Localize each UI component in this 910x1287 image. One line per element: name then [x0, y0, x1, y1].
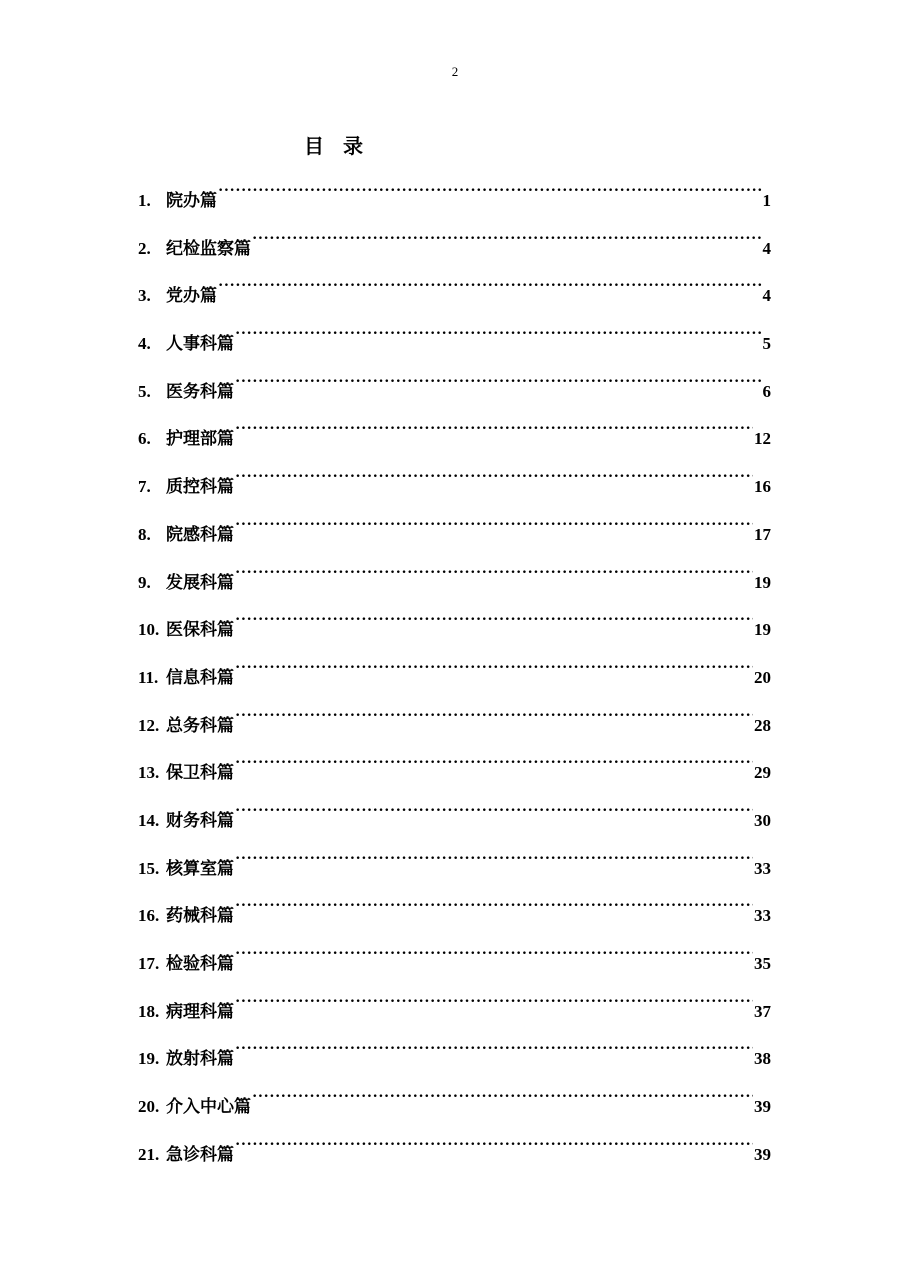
toc-entry[interactable]: [138, 1034, 771, 1082]
toc-entry-label: 财务科篇: [166, 810, 234, 831]
toc-entry-number: 12.: [138, 715, 160, 735]
toc-entry-number: 2.: [138, 238, 151, 258]
toc-entry-number: 13.: [138, 763, 160, 783]
toc-dot-leader: [218, 176, 762, 206]
toc-entry-page: 4: [762, 238, 771, 258]
toc-entry[interactable]: [138, 987, 771, 1035]
toc-entry-page: 35: [754, 954, 771, 973]
toc-entry-number: 17.: [138, 954, 160, 973]
toc-dot-leader: [252, 1082, 753, 1112]
toc-entry-page: 6: [762, 381, 771, 401]
toc-entry-label: 急诊科篇: [166, 1144, 234, 1165]
toc-entry-number: 14.: [138, 810, 160, 830]
toc-entry-page: 20: [754, 667, 771, 687]
toc-entry-label: 核算室篇: [166, 858, 234, 879]
toc-entry-number: 16.: [138, 906, 160, 926]
toc-dot-leader: [235, 414, 753, 444]
page-number: 2: [451, 64, 459, 79]
toc-dot-leader: [235, 891, 753, 921]
toc-entry[interactable]: [138, 510, 771, 558]
toc-dot-leader: [235, 844, 753, 874]
toc-entry-page: 29: [754, 763, 771, 783]
toc-entry[interactable]: [138, 462, 771, 510]
toc-dot-leader: [235, 1130, 753, 1160]
toc-entry-page: 38: [754, 1049, 771, 1069]
toc-entry-number: 11.: [138, 667, 159, 687]
toc-entry[interactable]: [138, 653, 771, 701]
toc-dot-leader: [235, 796, 753, 826]
toc-dot-leader: [235, 653, 753, 683]
toc-entry-label: 院办篇: [166, 191, 217, 211]
toc-entry-number: 18.: [138, 1001, 160, 1021]
toc-entry-label: 医保科篇: [166, 620, 234, 641]
toc-dot-leader: [235, 605, 753, 635]
toc-entry[interactable]: [138, 748, 771, 796]
toc-entry-number: 7.: [138, 477, 151, 497]
toc-entry-number: 20.: [138, 1097, 160, 1117]
toc-entry[interactable]: [138, 796, 771, 844]
toc-entry[interactable]: [138, 605, 771, 653]
toc-dot-leader: [235, 939, 753, 969]
toc-entry[interactable]: [138, 1130, 771, 1178]
toc-entry-number: 19.: [138, 1049, 160, 1069]
toc-entry-number: 15.: [138, 858, 160, 878]
toc-entry-page: 39: [754, 1144, 771, 1164]
toc-entry-number: 9.: [138, 572, 151, 592]
toc-entry-label: 护理部篇: [166, 429, 234, 450]
toc-entry[interactable]: [138, 939, 771, 987]
toc-entry-page: 4: [762, 286, 771, 306]
toc-entry-number: 5.: [138, 381, 151, 401]
toc-entry-label: 纪检监察篇: [166, 238, 251, 259]
toc-entry-number: 1.: [138, 191, 151, 210]
table-of-contents: [138, 176, 771, 1177]
toc-entry-number: 3.: [138, 286, 151, 306]
toc-dot-leader: [235, 701, 753, 731]
toc-entry-page: 19: [754, 620, 771, 640]
toc-entry-label: 总务科篇: [166, 715, 234, 736]
toc-entry-number: 8.: [138, 524, 151, 544]
toc-entry-label: 保卫科篇: [166, 763, 234, 784]
toc-entry-page: 19: [754, 572, 771, 592]
toc-entry[interactable]: [138, 319, 771, 367]
toc-dot-leader: [235, 1034, 753, 1064]
toc-dot-leader: [252, 224, 762, 254]
toc-entry-number: 6.: [138, 429, 151, 449]
toc-entry-page: 33: [754, 906, 771, 926]
toc-entry-label: 药械科篇: [166, 906, 234, 927]
toc-entry[interactable]: [138, 1082, 771, 1130]
toc-entry-page: 12: [754, 429, 771, 449]
toc-entry-page: 33: [754, 858, 771, 878]
toc-entry-page: 37: [754, 1001, 771, 1021]
toc-entry-page: 1: [762, 191, 771, 210]
toc-title: 目 录: [304, 134, 369, 158]
toc-entry-label: 放射科篇: [166, 1049, 234, 1070]
toc-entry[interactable]: [138, 224, 771, 272]
toc-dot-leader: [235, 462, 753, 492]
toc-entry-number: 4.: [138, 334, 151, 354]
toc-entry-page: 17: [754, 524, 771, 544]
toc-entry-page: 30: [754, 810, 771, 830]
toc-dot-leader: [218, 271, 762, 301]
toc-entry-number: 21.: [138, 1144, 160, 1164]
toc-dot-leader: [235, 748, 753, 778]
toc-entry-page: 16: [754, 477, 771, 497]
toc-entry-label: 质控科篇: [166, 477, 234, 498]
toc-entry-label: 介入中心篇: [166, 1097, 251, 1118]
toc-entry[interactable]: [138, 701, 771, 749]
toc-entry[interactable]: [138, 891, 771, 939]
toc-entry-label: 检验科篇: [166, 954, 234, 974]
toc-entry-label: 医务科篇: [166, 381, 234, 402]
toc-entry-label: 信息科篇: [166, 667, 234, 688]
toc-entry[interactable]: [138, 414, 771, 462]
toc-entry[interactable]: [138, 844, 771, 892]
toc-entry-label: 人事科篇: [166, 334, 234, 355]
toc-dot-leader: [235, 558, 753, 588]
toc-entry-label: 党办篇: [166, 286, 217, 307]
toc-entry[interactable]: [138, 558, 771, 606]
toc-dot-leader: [235, 510, 753, 540]
toc-entry[interactable]: [138, 367, 771, 415]
toc-entry-page: 5: [762, 334, 771, 354]
toc-entry-label: 院感科篇: [166, 524, 234, 545]
toc-entry[interactable]: [138, 176, 771, 224]
toc-entry-label: 病理科篇: [166, 1001, 234, 1022]
toc-entry-number: 10.: [138, 620, 160, 640]
toc-entry-page: 39: [754, 1097, 771, 1117]
toc-dot-leader: [235, 319, 762, 349]
toc-dot-leader: [235, 367, 762, 397]
toc-entry[interactable]: [138, 271, 771, 319]
toc-dot-leader: [235, 987, 753, 1017]
toc-entry-page: 28: [754, 715, 771, 735]
toc-entry-label: 发展科篇: [166, 572, 234, 593]
